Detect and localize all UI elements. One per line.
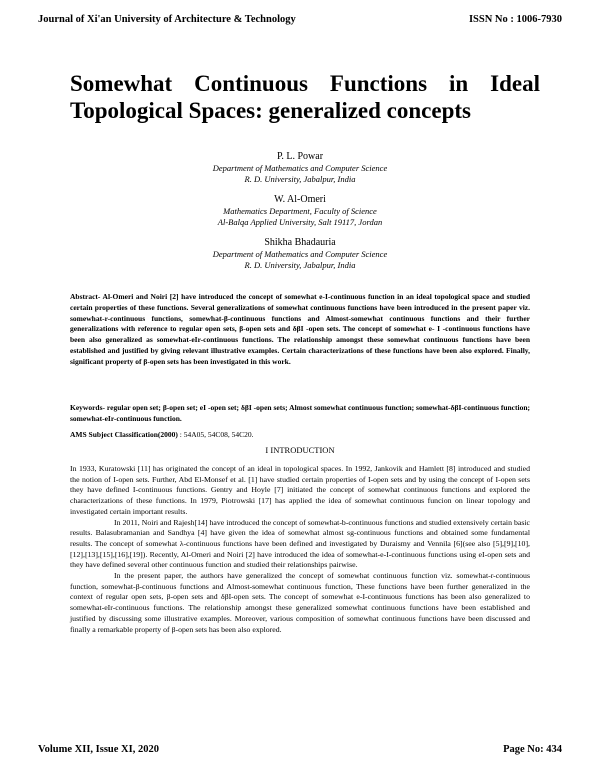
paragraph: In the present paper, the authors have generalized the concept of somewhat continuous function viz. somewhat-r-continuous function, somewhat-β-continuous functions and Almost-somewhat continuous function, These functions have been further generalized in the context of regular open sets, β-open sets and δβI-open sets. The concept of somewhat e-I-continuous functions has been also generalized to somewhat-eIr-continuous functions. The relationship amongst these generalized somewhat continuous functions have been established and justified by discussing some illustrative examples. Moreover, various composition of somewhat continuous functions have been discussed and finally a remarkable property of β-open sets has been also explored. [70,571,530,634]
introduction-body [70,464,530,635]
ams-classification [70,430,530,439]
author-name: Shikha Bhadauria [264,237,336,248]
author-block [0,151,600,185]
title-line: Somewhat Continuous Functions in Ideal [70,71,540,96]
author-block [0,194,600,228]
author-affiliation: R. D. University, Jabalpur, India [244,174,356,184]
author-affiliation: Al-Balqa Applied University, Salt 19117, Jordan [217,217,383,227]
paragraph: In 2011, Noiri and Rajesh[14] have introduced the concept of somewhat-b-continuous functions and studied extensively certain basic results. Balasubramanian and Sandhya [4] have given the idea of somewhat almost sg-continuous functions and obtained some fundamental results. The concept of somewhat λ-continuous functions have been defined and investigated by Duraismy and Vennila [6](see also [5],[9],[10],[12],[13],[15],[16],[19]). Recently, Al-Omeri and Noiri [2] have introduced the idea of somewhat-e-I-continuous functions using eI-open sets and they have defined several other continuous function and studied their relationships pairwise. [70,517,530,570]
author-affiliation: Mathematics Department, Faculty of Science [223,206,377,216]
ams-label: AMS Subject Classification(2000) [70,430,178,439]
author-name: P. L. Powar [276,151,324,162]
author-name: W. Al-Omeri [274,194,326,205]
author-affiliation: R. D. University, Jabalpur, India [244,260,356,270]
keywords: Keywords- regular open set; β-open set; eI -open set; δβI -open sets; Almost somewhat continuous function; somewhat-δβI-continuous function; somewhat-eIr-continuous function. [70,403,530,423]
volume-info: Volume XII, Issue XI, 2020 [38,744,159,755]
issn: ISSN No : 1006-7930 [468,14,562,25]
author-block [0,237,600,271]
paper-title [70,70,540,124]
author-affiliation: Department of Mathematics and Computer Science [212,163,388,173]
journal-name: Journal of Xi'an University of Architecture & Technology [38,14,296,25]
page-number: Page No: 434 [503,744,562,755]
ams-value: : 54A05, 54C08, 54C20. [179,430,254,439]
abstract: Abstract- Al-Omeri and Noiri [2] have introduced the concept of somewhat e-I-continuous function in an ideal topological space and studied certain properties of these functions. Several generalizations of somewhat continuous functions have been introduced in the present paper viz. somewhat-r-continuous functions, somewhat-β-continuous functions and Almost-somewhat continuous functions and their further generalizations with reference to regular open sets, β-open sets and δβI -open sets. The concept of somewhat e- I -continuous functions have been also generalized as somewhat-eIr-continuous functions. The relationship amongst these somewhat continuous functions have been established and justified by giving relevant illustrative examples. Certain characterizations of these functions have been also explored. Finally, significant property of β-open sets has been investigated in this work. [70,292,530,366]
paragraph: In 1933, Kuratowski [11] has originated the concept of an ideal in topological spaces. In 1992, Jankovik and Hamlett [8] introduced and studied the notion of I-open sets. Further, Abd El-Monsef et al. [1] have studied certain properties of I-open sets and by using the concept of I-open sets they have defined I-continuous functions. Gentry and Hoyle [7] initiated the concept of somewhat continuous functions and explored the characterizations of these functions. In 1979, Piotrowski [17] has applied the idea of somewhat continuous funcion on linear topology and investigated certain important results. [70,464,530,516]
author-list [0,151,600,280]
title-line: Topological Spaces: generalized concepts [70,98,471,123]
section-heading: I INTRODUCTION [265,445,335,455]
author-affiliation: Department of Mathematics and Computer Science [212,249,388,259]
